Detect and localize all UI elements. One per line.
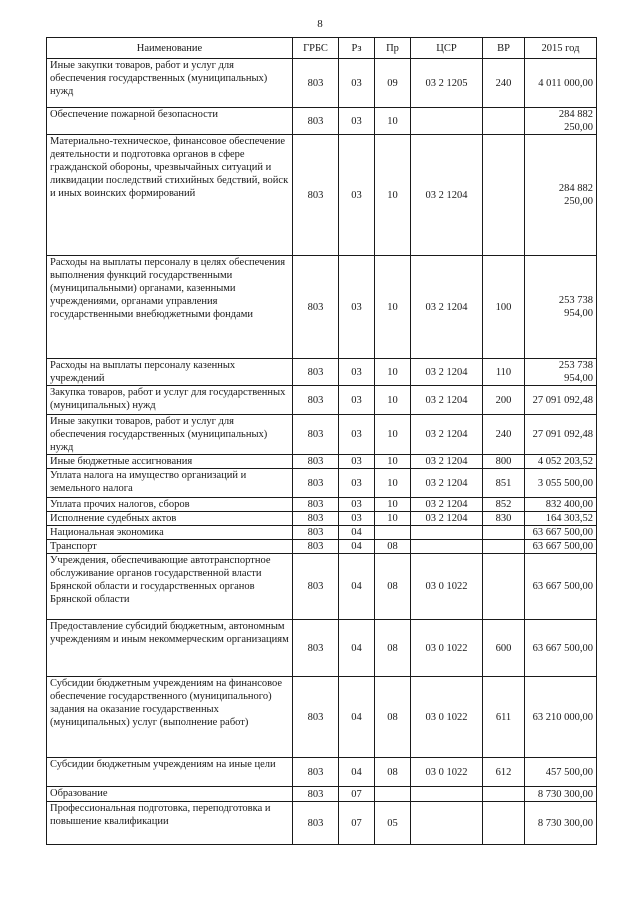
row-csr: 03 2 1205 [411,59,483,108]
table-row [47,758,597,787]
row-rz: 03 [339,108,375,135]
table-row [47,256,597,359]
row-vr: 100 [483,256,525,359]
header-vr: ВР [483,38,525,59]
row-vr: 240 [483,415,525,455]
row-grbs: 803 [293,256,339,359]
row-rz: 03 [339,135,375,256]
row-name: Профессиональная подготовка, переподготовка и повышение квалификации [47,802,293,845]
row-amount: 284 882 250,00 [525,135,597,256]
row-csr: 03 0 1022 [411,554,483,620]
row-name: Материально-техническое, финансовое обеспечение деятельности и подготовка органов в сфере гражданской обороны, чрезвычайных ситуаций и ликвидации последствий стихийных бедствий, войск и иных воинских формирований [47,135,293,256]
row-amount: 63 667 500,00 [525,540,597,554]
header-year: 2015 год [525,38,597,59]
row-grbs: 803 [293,135,339,256]
row-vr [483,526,525,540]
row-csr: 03 2 1204 [411,135,483,256]
row-csr: 03 2 1204 [411,415,483,455]
row-pr: 08 [375,677,411,758]
row-rz: 03 [339,455,375,469]
row-name: Иные бюджетные ассигнования [47,455,293,469]
row-grbs: 803 [293,787,339,802]
row-csr [411,108,483,135]
row-pr: 08 [375,554,411,620]
row-rz: 03 [339,512,375,526]
table-row [47,59,597,108]
row-grbs: 803 [293,359,339,386]
row-rz: 03 [339,386,375,415]
row-rz: 07 [339,787,375,802]
header-pr: Пр [375,38,411,59]
header-rz: Рз [339,38,375,59]
row-grbs: 803 [293,802,339,845]
row-amount: 253 738 954,00 [525,359,597,386]
row-csr: 03 2 1204 [411,256,483,359]
row-rz: 04 [339,620,375,677]
table-row [47,359,597,386]
row-amount: 27 091 092,48 [525,415,597,455]
row-name: Транспорт [47,540,293,554]
row-csr: 03 2 1204 [411,469,483,498]
row-pr: 10 [375,135,411,256]
row-rz: 04 [339,554,375,620]
row-csr: 03 0 1022 [411,677,483,758]
header-csr: ЦСР [411,38,483,59]
row-pr: 08 [375,620,411,677]
row-amount: 253 738 954,00 [525,256,597,359]
row-csr: 03 0 1022 [411,620,483,677]
row-grbs: 803 [293,469,339,498]
row-grbs: 803 [293,677,339,758]
row-amount: 8 730 300,00 [525,802,597,845]
row-amount: 63 667 500,00 [525,526,597,540]
row-rz: 03 [339,415,375,455]
row-csr: 03 2 1204 [411,359,483,386]
budget-table [46,37,597,845]
row-rz: 04 [339,540,375,554]
row-pr: 10 [375,469,411,498]
row-pr: 10 [375,386,411,415]
row-rz: 03 [339,469,375,498]
header-name: Наименование [47,38,293,59]
table-row [47,469,597,498]
row-csr: 03 2 1204 [411,498,483,512]
row-grbs: 803 [293,59,339,108]
row-grbs: 803 [293,554,339,620]
row-csr [411,787,483,802]
table-row [47,386,597,415]
row-amount: 457 500,00 [525,758,597,787]
row-csr: 03 2 1204 [411,386,483,415]
row-grbs: 803 [293,512,339,526]
row-name: Исполнение судебных актов [47,512,293,526]
row-rz: 04 [339,526,375,540]
row-rz: 03 [339,59,375,108]
row-name: Расходы на выплаты персоналу казенных учреждений [47,359,293,386]
row-grbs: 803 [293,540,339,554]
row-pr: 09 [375,59,411,108]
row-name: Субсидии бюджетным учреждениям на финансовое обеспечение государственного (муниципального) задания на оказание государственных (муниципальных) услуг (выполнение работ) [47,677,293,758]
table-row [47,455,597,469]
table-row [47,620,597,677]
table-row [47,540,597,554]
row-vr [483,787,525,802]
row-vr: 611 [483,677,525,758]
row-rz: 04 [339,758,375,787]
row-name: Образование [47,787,293,802]
row-amount: 63 667 500,00 [525,620,597,677]
table-row [47,802,597,845]
row-pr: 10 [375,455,411,469]
row-csr: 03 2 1204 [411,455,483,469]
row-rz: 03 [339,359,375,386]
row-grbs: 803 [293,455,339,469]
row-vr: 830 [483,512,525,526]
row-name: Национальная экономика [47,526,293,540]
row-pr: 08 [375,758,411,787]
table-row [47,554,597,620]
row-pr: 10 [375,512,411,526]
row-vr [483,802,525,845]
row-grbs: 803 [293,415,339,455]
row-amount: 63 210 000,00 [525,677,597,758]
table-row [47,135,597,256]
row-vr [483,554,525,620]
table-row [47,415,597,455]
row-grbs: 803 [293,108,339,135]
table-row [47,787,597,802]
row-grbs: 803 [293,386,339,415]
row-rz: 03 [339,256,375,359]
row-vr [483,108,525,135]
row-rz: 03 [339,498,375,512]
row-vr: 200 [483,386,525,415]
row-pr: 10 [375,359,411,386]
row-csr [411,802,483,845]
row-amount: 832 400,00 [525,498,597,512]
row-amount: 63 667 500,00 [525,554,597,620]
row-name: Учреждения, обеспечивающие автотранспортное обслуживание органов государственной власти Брянской области и государственных органов Брянской области [47,554,293,620]
row-csr [411,526,483,540]
table-row [47,677,597,758]
table-row [47,108,597,135]
table-row [47,526,597,540]
row-pr: 10 [375,498,411,512]
row-rz: 07 [339,802,375,845]
row-name: Предоставление субсидий бюджетным, автономным учреждениям и иным некоммерческим организациям [47,620,293,677]
row-amount: 27 091 092,48 [525,386,597,415]
row-amount: 4 011 000,00 [525,59,597,108]
row-amount: 164 303,52 [525,512,597,526]
row-pr: 08 [375,540,411,554]
row-name: Обеспечение пожарной безопасности [47,108,293,135]
row-vr [483,540,525,554]
row-vr: 240 [483,59,525,108]
row-amount: 284 882 250,00 [525,108,597,135]
row-vr [483,135,525,256]
row-vr: 110 [483,359,525,386]
row-name: Уплата налога на имущество организаций и земельного налога [47,469,293,498]
row-pr: 10 [375,415,411,455]
row-rz: 04 [339,677,375,758]
row-name: Иные закупки товаров, работ и услуг для обеспечения государственных (муниципальных) нужд [47,59,293,108]
row-vr: 800 [483,455,525,469]
row-vr: 612 [483,758,525,787]
table-header-row [47,38,597,59]
row-grbs: 803 [293,758,339,787]
page-number: 8 [317,18,323,30]
row-pr: 10 [375,108,411,135]
row-grbs: 803 [293,498,339,512]
row-grbs: 803 [293,620,339,677]
row-pr: 10 [375,256,411,359]
row-vr: 600 [483,620,525,677]
row-vr: 852 [483,498,525,512]
row-grbs: 803 [293,526,339,540]
table-row [47,498,597,512]
row-pr: 05 [375,802,411,845]
row-name: Расходы на выплаты персоналу в целях обеспечения выполнения функций государственными (муниципальными) органами, казенными учреждениями, органами управления государственными внебюджетными фондами [47,256,293,359]
header-grbs: ГРБС [293,38,339,59]
row-amount: 4 052 203,52 [525,455,597,469]
row-name: Субсидии бюджетным учреждениям на иные цели [47,758,293,787]
row-amount: 3 055 500,00 [525,469,597,498]
row-csr: 03 2 1204 [411,512,483,526]
row-name: Уплата прочих налогов, сборов [47,498,293,512]
table-row [47,512,597,526]
row-name: Иные закупки товаров, работ и услуг для обеспечения государственных (муниципальных) нужд [47,415,293,455]
row-pr [375,526,411,540]
row-name: Закупка товаров, работ и услуг для государственных (муниципальных) нужд [47,386,293,415]
row-csr: 03 0 1022 [411,758,483,787]
row-vr: 851 [483,469,525,498]
row-csr [411,540,483,554]
row-pr [375,787,411,802]
row-amount: 8 730 300,00 [525,787,597,802]
